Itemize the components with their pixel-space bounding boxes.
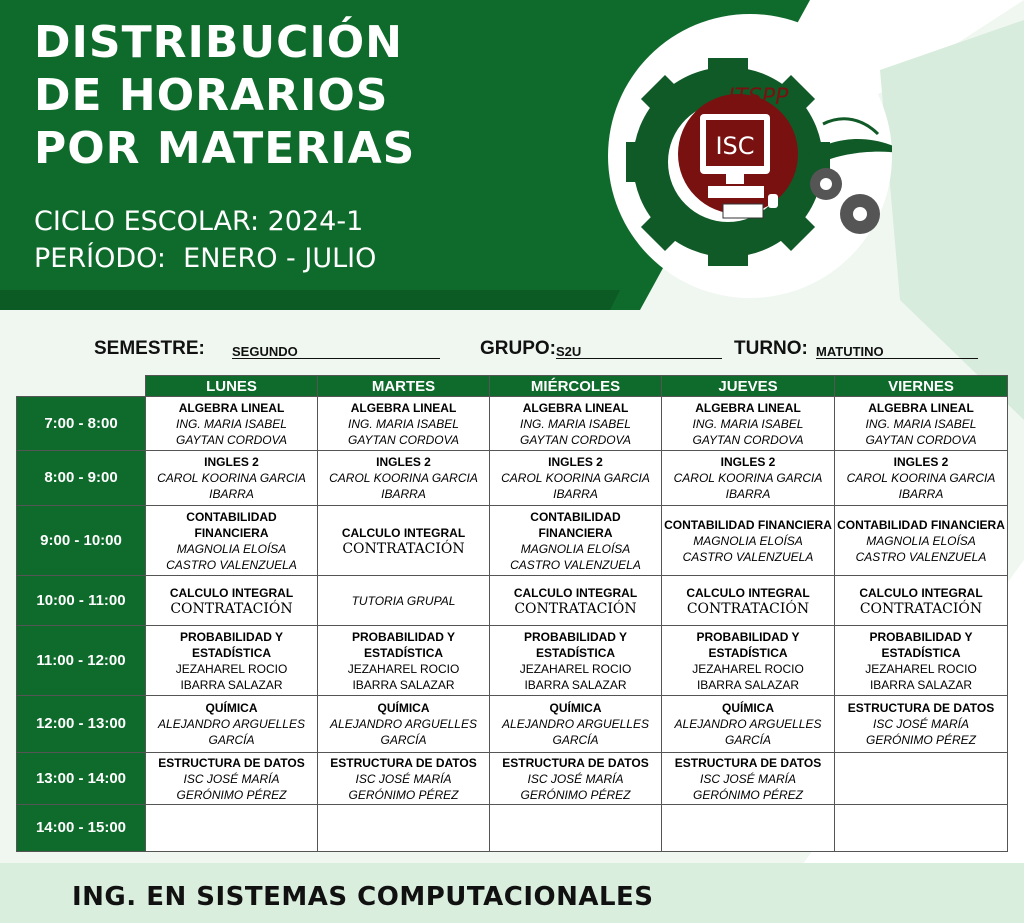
teacher-name-line-2: IBARRA SALAZAR [869, 677, 973, 692]
class-cell [318, 451, 490, 506]
teacher-status: CONTRATACIÓN [686, 600, 810, 617]
class-cell [662, 805, 835, 852]
subject-name: CONTABILIDAD FINANCIERA [664, 517, 832, 532]
cycle-text: CICLO ESCOLAR: 2024-1 [34, 206, 364, 237]
class-cell [146, 805, 318, 852]
day-header: MIÉRCOLES [490, 376, 662, 397]
subject-name: ALGEBRA LINEAL [178, 400, 285, 415]
class-cell [835, 753, 1008, 805]
teacher-name-line-1: MAGNOLIA ELOÍSA [693, 533, 803, 548]
time-slot-row [17, 506, 1008, 576]
subject-name: CONTABILIDAD FINANCIERA [186, 509, 277, 540]
teacher-name-line-2: CASTRO VALENZUELA [855, 549, 987, 564]
subject-name: CALCULO INTEGRAL [169, 585, 294, 600]
class-cell [835, 576, 1008, 626]
teacher-name-line-2: GAYTAN CORDOVA [520, 432, 631, 447]
class-cell [662, 451, 835, 506]
subject-name: ESTRUCTURA DE DATOS [158, 755, 305, 770]
subject-name: ESTRUCTURA DE DATOS [330, 755, 477, 770]
class-cell [490, 576, 662, 626]
class-cell [490, 397, 662, 451]
class-cell [318, 506, 490, 576]
time-slot-row [17, 576, 1008, 626]
teacher-name-line-1: ALEJANDRO ARGUELLES [158, 717, 305, 731]
class-cell [318, 753, 490, 805]
teacher-name-line-2: IBARRA [553, 487, 598, 501]
time-slot-row [17, 626, 1008, 696]
subject-name: ESTRUCTURA DE DATOS [847, 701, 995, 715]
teacher-name-line-1: ISC JOSÉ MARÍA [872, 717, 970, 731]
time-slot-row [17, 805, 1008, 852]
teacher-name-line-2: GAYTAN CORDOVA [176, 432, 287, 447]
teacher-name-line-1: CAROL KOORINA GARCIA [501, 471, 650, 485]
title-line-2: DE HORARIOS [34, 70, 389, 121]
class-cell [146, 696, 318, 753]
subject-name: INGLES 2 [204, 455, 259, 469]
subject-name: CALCULO INTEGRAL [341, 525, 466, 540]
teacher-name-line-2: GARCÍA [208, 733, 255, 747]
time-slot-row [17, 451, 1008, 506]
time-slot-label: 14:00 - 15:00 [17, 805, 146, 852]
teacher-name-line-1: ISC JOSÉ MARÍA [699, 771, 797, 786]
teacher-name-line-2: IBARRA SALAZAR [352, 677, 455, 692]
class-cell [146, 397, 318, 451]
class-cell [146, 576, 318, 626]
subject-name: CONTABILIDAD FINANCIERA [837, 517, 1005, 532]
day-header: MARTES [318, 376, 490, 397]
time-slot-label: 9:00 - 10:00 [17, 506, 146, 576]
subject-name: QUÍMICA [205, 701, 258, 715]
subject-name: ALGEBRA LINEAL [350, 400, 457, 415]
teacher-name-line-1: ISC JOSÉ MARÍA [183, 771, 280, 786]
title-line-3: POR MATERIAS [34, 123, 416, 174]
turno-value: MATUTINO [816, 338, 978, 359]
logo-isc-badge: ISC [715, 132, 755, 160]
class-cell [318, 696, 490, 753]
class-cell [490, 696, 662, 753]
teacher-name-line-1: ING. MARIA ISABEL [520, 416, 631, 431]
teacher-name-line-1: CAROL KOORINA GARCIA [157, 471, 306, 485]
time-slot-row [17, 696, 1008, 753]
subject-name: ESTRUCTURA DE DATOS [502, 755, 649, 770]
subject-name: PROBABILIDAD Y ESTADÍSTICA [179, 629, 284, 660]
subject-name: QUÍMICA [377, 701, 430, 715]
teacher-name-line-2: IBARRA SALAZAR [524, 677, 627, 692]
class-cell [662, 506, 835, 576]
teacher-name-line-1: CAROL KOORINA GARCIA [673, 471, 823, 485]
class-cell [835, 696, 1008, 753]
teacher-name-line-1: CAROL KOORINA GARCIA [329, 471, 478, 485]
time-slot-label: 13:00 - 14:00 [17, 753, 146, 805]
page-title [34, 16, 415, 175]
teacher-name-line-1: ALEJANDRO ARGUELLES [330, 717, 477, 731]
teacher-name-line-2: CASTRO VALENZUELA [510, 557, 641, 572]
class-cell [490, 626, 662, 696]
teacher-name-line-2: GERÓNIMO PÉREZ [520, 787, 631, 802]
teacher-name-line-2: GAYTAN CORDOVA [348, 432, 459, 447]
turno-label: TURNO: [734, 338, 808, 359]
class-cell [835, 506, 1008, 576]
class-cell [318, 805, 490, 852]
subject-name: INGLES 2 [376, 455, 431, 469]
time-slot-row [17, 397, 1008, 451]
teacher-name-line-2: GERÓNIMO PÉREZ [692, 787, 803, 802]
class-cell [146, 506, 318, 576]
class-cell [662, 576, 835, 626]
time-slot-label: 12:00 - 13:00 [17, 696, 146, 753]
cycle-info [34, 203, 376, 277]
teacher-name-line-1: ISC JOSÉ MARÍA [355, 771, 452, 786]
subject-name: CALCULO INTEGRAL [513, 585, 638, 600]
class-cell [146, 451, 318, 506]
teacher-name-line-2: IBARRA SALAZAR [180, 677, 283, 692]
teacher-name-line-1: CAROL KOORINA GARCIA [846, 471, 996, 485]
class-cell [490, 506, 662, 576]
class-cell [318, 576, 490, 626]
subject-name: PROBABILIDAD Y ESTADÍSTICA [696, 629, 800, 660]
time-slot-row [17, 753, 1008, 805]
class-cell [146, 626, 318, 696]
teacher-name-line-1: MAGNOLIA ELOÍSA [866, 533, 976, 548]
subject-name: PROBABILIDAD Y ESTADÍSTICA [869, 629, 973, 660]
teacher-status: CONTRATACIÓN [859, 600, 983, 617]
subject-name: INGLES 2 [548, 455, 603, 469]
class-cell [662, 626, 835, 696]
subject-name: PROBABILIDAD Y ESTADÍSTICA [351, 629, 456, 660]
class-cell [835, 451, 1008, 506]
teacher-name-line-1: ING. MARIA ISABEL [865, 416, 977, 431]
subject-name: QUÍMICA [549, 701, 602, 715]
title-line-1: DISTRIBUCIÓN [34, 17, 404, 68]
class-cell [662, 753, 835, 805]
day-header: JUEVES [662, 376, 835, 397]
teacher-status: CONTRATACIÓN [514, 600, 637, 617]
teacher-name-line-1: ISC JOSÉ MARÍA [527, 771, 624, 786]
teacher-name-line-1: ING. MARIA ISABEL [348, 416, 459, 431]
teacher-name-line-2: CASTRO VALENZUELA [682, 549, 814, 564]
day-header: VIERNES [835, 376, 1008, 397]
teacher-name-line-1: JEZAHAREL ROCIO [692, 661, 804, 676]
teacher-name-line-1: TUTORIA GRUPAL [351, 593, 456, 608]
teacher-name-line-1: MAGNOLIA ELOÍSA [176, 541, 287, 556]
subject-name: ALGEBRA LINEAL [868, 400, 974, 415]
class-cell [835, 805, 1008, 852]
teacher-name-line-2: GERÓNIMO PÉREZ [348, 787, 459, 802]
teacher-name-line-2: IBARRA SALAZAR [696, 677, 800, 692]
subject-name: CONTABILIDAD FINANCIERA [530, 509, 621, 540]
teacher-name-line-2: GARCÍA [552, 733, 599, 747]
class-cell [318, 397, 490, 451]
semestre-value: SEGUNDO [232, 338, 440, 359]
subject-name: INGLES 2 [720, 455, 776, 469]
day-header-row [17, 376, 1008, 397]
class-cell [490, 753, 662, 805]
time-slot-label: 10:00 - 11:00 [17, 576, 146, 626]
teacher-name-line-1: ING. MARIA ISABEL [176, 416, 287, 431]
subject-name: ALGEBRA LINEAL [522, 400, 629, 415]
class-cell [490, 805, 662, 852]
class-cell [835, 626, 1008, 696]
teacher-name-line-1: ALEJANDRO ARGUELLES [674, 717, 822, 731]
subject-name: QUÍMICA [722, 701, 774, 715]
teacher-status: CONTRATACIÓN [342, 540, 465, 557]
teacher-status: CONTRATACIÓN [170, 600, 293, 617]
teacher-name-line-1: JEZAHAREL ROCIO [175, 661, 288, 676]
teacher-name-line-1: MAGNOLIA ELOÍSA [520, 541, 631, 556]
career-footer: ING. EN SISTEMAS COMPUTACIONALES [72, 882, 654, 912]
teacher-name-line-2: IBARRA [209, 487, 254, 501]
subject-name: CALCULO INTEGRAL [859, 585, 983, 600]
teacher-name-line-2: GERÓNIMO PÉREZ [176, 787, 287, 802]
teacher-name-line-1: JEZAHAREL ROCIO [519, 661, 632, 676]
time-slot-label: 11:00 - 12:00 [17, 626, 146, 696]
subject-name: ALGEBRA LINEAL [695, 400, 801, 415]
day-header: LUNES [146, 376, 318, 397]
teacher-name-line-2: GAYTAN CORDOVA [865, 432, 977, 447]
time-slot-label: 8:00 - 9:00 [17, 451, 146, 506]
time-slot-label: 7:00 - 8:00 [17, 397, 146, 451]
teacher-name-line-2: IBARRA [898, 487, 944, 501]
teacher-name-line-2: IBARRA [381, 487, 426, 501]
schedule-table [16, 375, 1008, 852]
subject-name: CALCULO INTEGRAL [686, 585, 810, 600]
teacher-name-line-2: GERÓNIMO PÉREZ [865, 733, 976, 747]
teacher-name-line-2: GARCÍA [724, 733, 771, 747]
teacher-name-line-2: IBARRA [725, 487, 771, 501]
grupo-value: S2U [556, 338, 722, 359]
subject-name: ESTRUCTURA DE DATOS [674, 755, 822, 770]
semestre-label: SEMESTRE: [94, 338, 205, 359]
class-cell [490, 451, 662, 506]
teacher-name-line-1: ING. MARIA ISABEL [692, 416, 804, 431]
teacher-name-line-1: JEZAHAREL ROCIO [865, 661, 977, 676]
subject-name: INGLES 2 [893, 455, 949, 469]
class-cell [662, 397, 835, 451]
itspp-isc-logo [608, 14, 892, 298]
teacher-name-line-2: GAYTAN CORDOVA [692, 432, 804, 447]
class-cell [662, 696, 835, 753]
corner-cell [17, 376, 146, 397]
grupo-label: GRUPO: [480, 338, 556, 359]
class-cell [835, 397, 1008, 451]
teacher-name-line-1: JEZAHAREL ROCIO [347, 661, 460, 676]
teacher-name-line-2: CASTRO VALENZUELA [166, 557, 297, 572]
subject-name: PROBABILIDAD Y ESTADÍSTICA [523, 629, 628, 660]
logo-itspp-text: ITSPP [728, 85, 789, 110]
class-cell [318, 626, 490, 696]
teacher-name-line-2: GARCÍA [380, 733, 427, 747]
class-cell [146, 753, 318, 805]
period-text: PERÍODO: ENERO - JULIO [34, 243, 377, 274]
teacher-name-line-1: ALEJANDRO ARGUELLES [502, 717, 649, 731]
